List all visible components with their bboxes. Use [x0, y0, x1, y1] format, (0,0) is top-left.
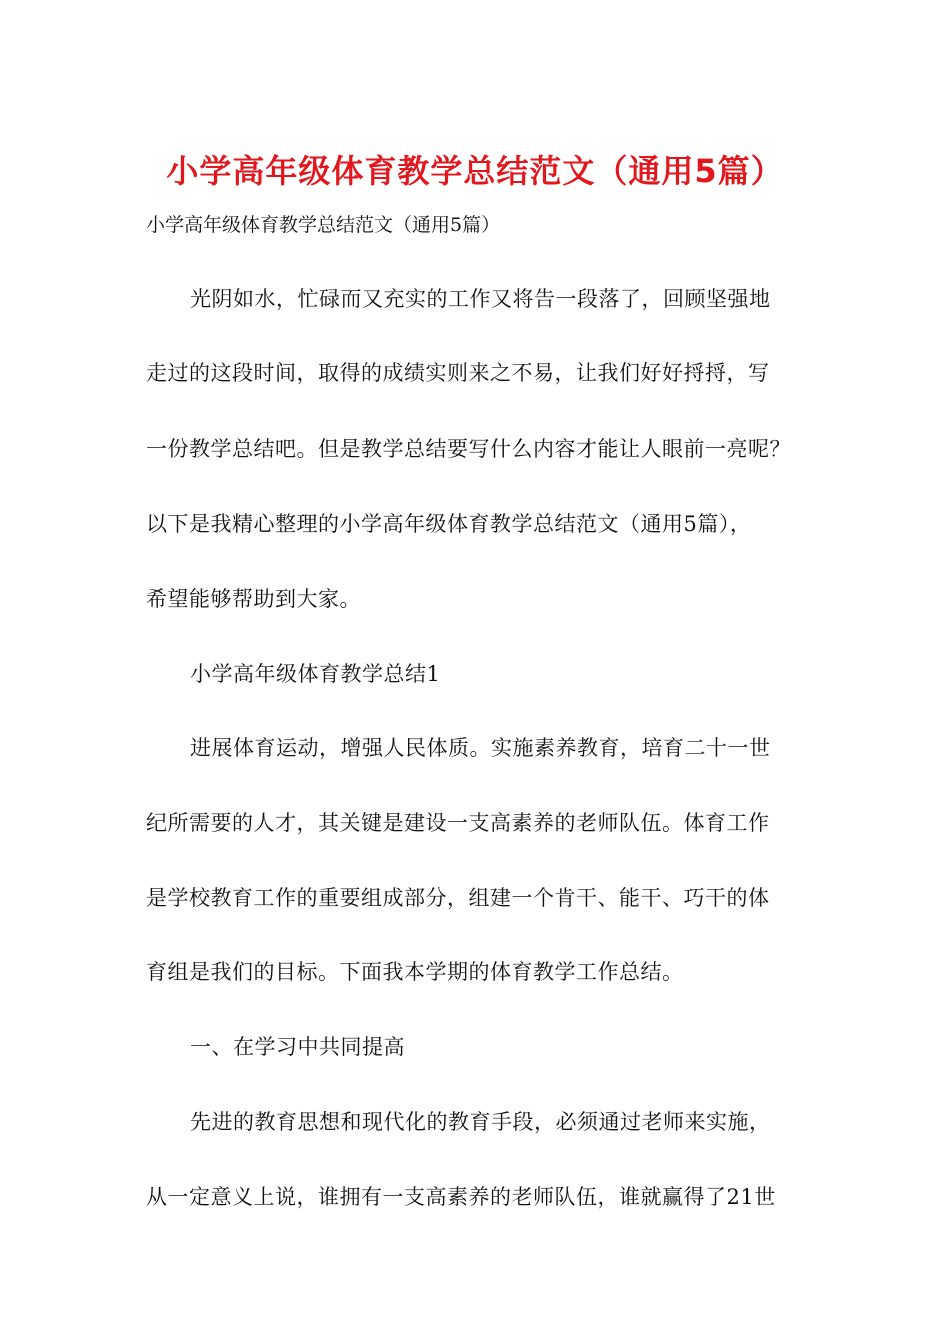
paragraph-line: 以下是我精心整理的小学高年级体育教学总结范文（通用5篇），: [146, 512, 752, 536]
section-heading: 一、在学习中共同提高: [190, 1035, 405, 1059]
paragraph-line: 育组是我们的目标。下面我本学期的体育教学工作总结。: [146, 960, 684, 984]
document-subtitle: 小学高年级体育教学总结范文（通用5篇）: [146, 214, 501, 236]
paragraph-line: 纪所需要的人才，其关键是建设一支高素养的老师队伍。体育工作: [146, 811, 770, 835]
paragraph-line: 走过的这段时间，取得的成绩实则来之不易，让我们好好捋捋，写: [146, 361, 770, 385]
section-heading: 小学高年级体育教学总结1: [190, 662, 441, 686]
paragraph-line: 进展体育运动，增强人民体质。实施素养教育，培育二十一世: [190, 736, 771, 760]
paragraph-line: 是学校教育工作的重要组成部分，组建一个肯干、能干、巧干的体: [146, 886, 770, 910]
paragraph-line: 光阴如水，忙碌而又充实的工作又将告一段落了，回顾坚强地: [190, 287, 771, 311]
paragraph-line: 希望能够帮助到大家。: [146, 587, 361, 611]
paragraph-line: 从一定意义上说，谁拥有一支高素养的老师队伍，谁就赢得了21世: [146, 1185, 776, 1209]
paragraph-line: 先进的教育思想和现代化的教育手段，必须通过老师来实施，: [190, 1110, 771, 1134]
paragraph-line: 一份教学总结吧。但是教学总结要写什么内容才能让人眼前一亮呢？: [146, 437, 791, 461]
document-title: 小学高年级体育教学总结范文（通用5篇）: [166, 152, 784, 190]
